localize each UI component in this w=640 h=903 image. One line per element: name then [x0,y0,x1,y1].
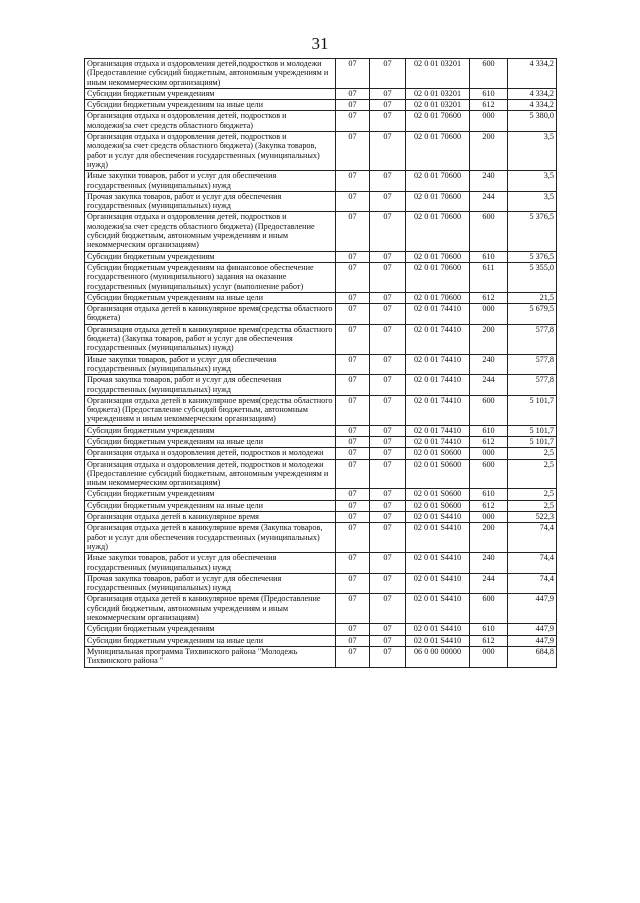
row-name-cell: Субсидии бюджетным учреждениям на иные цели [85,500,336,511]
row-expense-type-cell: 610 [470,624,508,635]
row-expense-type-cell: 244 [470,375,508,396]
row-target-article-cell: 02 0 01 03201 [406,59,470,89]
page-number: 31 [311,34,329,53]
row-target-article-cell: 02 0 01 S4410 [406,635,470,646]
table-row [85,59,557,89]
table-row [85,262,557,292]
row-amount-cell: 577,8 [508,354,557,375]
row-target-article-cell: 06 0 00 00000 [406,646,470,667]
row-subsection-cell: 07 [370,573,406,594]
table-row [85,448,557,459]
row-section-cell: 07 [336,191,370,212]
row-name-cell: Субсидии бюджетным учреждениям на иные цели [85,635,336,646]
row-name-cell: Организация отдыха детей в каникулярное время (Закупка товаров, работ и услуг для обеспечения государственных (муниципальных) нужд) [85,523,336,553]
row-name-cell: Субсидии бюджетным учреждениям [85,251,336,262]
row-section-cell: 07 [336,646,370,667]
row-target-article-cell: 02 0 01 70600 [406,292,470,303]
row-amount-cell: 447,9 [508,624,557,635]
row-name-cell: Организация отдыха и оздоровления детей, подростков и молодежи (Предоставление субсидий бюджетным, автономным учреждениям и иным некоммерческим организациям) [85,459,336,489]
row-target-article-cell: 02 0 01 70600 [406,111,470,132]
row-amount-cell: 5 380,0 [508,111,557,132]
row-expense-type-cell: 610 [470,425,508,436]
row-expense-type-cell: 600 [470,594,508,624]
row-amount-cell: 684,8 [508,646,557,667]
table-row [85,646,557,667]
row-subsection-cell: 07 [370,489,406,500]
row-target-article-cell: 02 0 01 70600 [406,251,470,262]
row-target-article-cell: 02 0 01 70600 [406,212,470,251]
row-amount-cell: 5 101,7 [508,395,557,425]
row-name-cell: Иные закупки товаров, работ и услуг для обеспечения государственных (муниципальных) нужд [85,354,336,375]
row-subsection-cell: 07 [370,459,406,489]
row-section-cell: 07 [336,375,370,396]
row-section-cell: 07 [336,635,370,646]
row-subsection-cell: 07 [370,523,406,553]
row-name-cell: Субсидии бюджетным учреждениям на иные цели [85,292,336,303]
row-expense-type-cell: 200 [470,324,508,354]
row-name-cell: Иные закупки товаров, работ и услуг для обеспечения государственных (муниципальных) нужд [85,171,336,192]
row-subsection-cell: 07 [370,212,406,251]
row-amount-cell: 447,9 [508,635,557,646]
row-name-cell: Субсидии бюджетным учреждениям на иные цели [85,100,336,111]
row-section-cell: 07 [336,553,370,574]
row-amount-cell: 2,5 [508,500,557,511]
row-amount-cell: 5 355,0 [508,262,557,292]
row-expense-type-cell: 612 [470,100,508,111]
table-row [85,425,557,436]
row-subsection-cell: 07 [370,292,406,303]
row-target-article-cell: 02 0 01 S4410 [406,594,470,624]
row-expense-type-cell: 000 [470,512,508,523]
row-subsection-cell: 07 [370,132,406,171]
row-name-cell: Прочая закупка товаров, работ и услуг для обеспечения государственных (муниципальных) нужд [85,191,336,212]
row-expense-type-cell: 240 [470,553,508,574]
row-target-article-cell: 02 0 01 74410 [406,304,470,325]
row-amount-cell: 2,5 [508,489,557,500]
row-subsection-cell: 07 [370,646,406,667]
row-subsection-cell: 07 [370,594,406,624]
row-section-cell: 07 [336,500,370,511]
row-subsection-cell: 07 [370,375,406,396]
row-expense-type-cell: 000 [470,111,508,132]
row-amount-cell: 2,5 [508,448,557,459]
table-row [85,500,557,511]
row-amount-cell: 5 679,5 [508,304,557,325]
row-section-cell: 07 [336,59,370,89]
row-name-cell: Субсидии бюджетным учреждениям на иные цели [85,436,336,447]
row-expense-type-cell: 200 [470,523,508,553]
row-target-article-cell: 02 0 01 74410 [406,425,470,436]
row-target-article-cell: 02 0 01 S4410 [406,523,470,553]
row-section-cell: 07 [336,132,370,171]
row-subsection-cell: 07 [370,624,406,635]
row-expense-type-cell: 610 [470,251,508,262]
row-name-cell: Организация отдыха и оздоровления детей,подростков и молодежи (Предоставление субсидий бюджетным, автономным учреждениям и иным некоммерческим организациям) [85,59,336,89]
row-expense-type-cell: 612 [470,292,508,303]
row-name-cell: Прочая закупка товаров, работ и услуг для обеспечения государственных (муниципальных) нужд [85,375,336,396]
row-subsection-cell: 07 [370,324,406,354]
row-section-cell: 07 [336,523,370,553]
row-name-cell: Субсидии бюджетным учреждениям [85,489,336,500]
row-expense-type-cell: 244 [470,191,508,212]
row-expense-type-cell: 612 [470,500,508,511]
row-subsection-cell: 07 [370,425,406,436]
row-target-article-cell: 02 0 01 70600 [406,191,470,212]
row-section-cell: 07 [336,459,370,489]
row-subsection-cell: 07 [370,262,406,292]
row-target-article-cell: 02 0 01 03201 [406,88,470,99]
row-target-article-cell: 02 0 01 S4410 [406,512,470,523]
row-section-cell: 07 [336,304,370,325]
table-row [85,573,557,594]
table-row [85,553,557,574]
row-subsection-cell: 07 [370,304,406,325]
row-target-article-cell: 02 0 01 74410 [406,354,470,375]
row-target-article-cell: 02 0 01 70600 [406,262,470,292]
row-subsection-cell: 07 [370,448,406,459]
row-subsection-cell: 07 [370,395,406,425]
table-row [85,304,557,325]
table-row [85,459,557,489]
row-amount-cell: 74,4 [508,553,557,574]
row-expense-type-cell: 600 [470,59,508,89]
table-row [85,354,557,375]
row-expense-type-cell: 611 [470,262,508,292]
table-row [85,191,557,212]
row-amount-cell: 74,4 [508,523,557,553]
row-target-article-cell: 02 0 01 74410 [406,375,470,396]
row-section-cell: 07 [336,111,370,132]
row-subsection-cell: 07 [370,354,406,375]
row-section-cell: 07 [336,395,370,425]
table-row [85,132,557,171]
row-amount-cell: 3,5 [508,171,557,192]
row-expense-type-cell: 600 [470,395,508,425]
row-expense-type-cell: 610 [470,88,508,99]
row-amount-cell: 4 334,2 [508,88,557,99]
row-amount-cell: 2,5 [508,459,557,489]
row-amount-cell: 74,4 [508,573,557,594]
row-expense-type-cell: 240 [470,171,508,192]
row-section-cell: 07 [336,594,370,624]
table-row [85,395,557,425]
row-section-cell: 07 [336,171,370,192]
row-name-cell: Организация отдыха и оздоровления детей, подростков и молодежи(за счет средств областного бюджета) [85,111,336,132]
row-section-cell: 07 [336,212,370,251]
row-subsection-cell: 07 [370,100,406,111]
table-row [85,292,557,303]
row-amount-cell: 5 376,5 [508,251,557,262]
row-section-cell: 07 [336,354,370,375]
row-amount-cell: 3,5 [508,191,557,212]
row-section-cell: 07 [336,292,370,303]
row-subsection-cell: 07 [370,88,406,99]
row-target-article-cell: 02 0 01 S0600 [406,459,470,489]
table-row [85,624,557,635]
table-row [85,324,557,354]
row-amount-cell: 577,8 [508,375,557,396]
row-name-cell: Организация отдыха детей в каникулярное время(средства областного бюджета) [85,304,336,325]
row-amount-cell: 3,5 [508,132,557,171]
row-target-article-cell: 02 0 01 S0600 [406,500,470,511]
row-expense-type-cell: 612 [470,635,508,646]
row-section-cell: 07 [336,436,370,447]
row-subsection-cell: 07 [370,512,406,523]
row-name-cell: Муниципальная программа Тихвинского района "Молодежь Тихвинского района " [85,646,336,667]
row-name-cell: Субсидии бюджетным учреждениям [85,425,336,436]
row-section-cell: 07 [336,425,370,436]
row-amount-cell: 5 101,7 [508,425,557,436]
table-row [85,111,557,132]
row-subsection-cell: 07 [370,436,406,447]
row-expense-type-cell: 610 [470,489,508,500]
row-section-cell: 07 [336,573,370,594]
row-name-cell: Иные закупки товаров, работ и услуг для обеспечения государственных (муниципальных) нужд [85,553,336,574]
row-subsection-cell: 07 [370,171,406,192]
row-target-article-cell: 02 0 01 S4410 [406,553,470,574]
row-section-cell: 07 [336,251,370,262]
row-target-article-cell: 02 0 01 S0600 [406,448,470,459]
row-amount-cell: 5 101,7 [508,436,557,447]
budget-table [84,58,557,668]
row-section-cell: 07 [336,489,370,500]
row-expense-type-cell: 612 [470,436,508,447]
row-name-cell: Организация отдыха детей в каникулярное время [85,512,336,523]
row-amount-cell: 522,3 [508,512,557,523]
row-amount-cell: 5 376,5 [508,212,557,251]
table-row [85,523,557,553]
row-expense-type-cell: 000 [470,646,508,667]
row-target-article-cell: 02 0 01 74410 [406,395,470,425]
row-subsection-cell: 07 [370,191,406,212]
row-expense-type-cell: 000 [470,448,508,459]
row-section-cell: 07 [336,262,370,292]
row-expense-type-cell: 600 [470,212,508,251]
row-subsection-cell: 07 [370,635,406,646]
budget-table-body [85,59,557,668]
row-target-article-cell: 02 0 01 03201 [406,100,470,111]
row-amount-cell: 4 334,2 [508,100,557,111]
row-amount-cell: 4 334,2 [508,59,557,89]
table-row [85,594,557,624]
row-subsection-cell: 07 [370,553,406,574]
row-expense-type-cell: 240 [470,354,508,375]
row-target-article-cell: 02 0 01 70600 [406,132,470,171]
row-expense-type-cell: 244 [470,573,508,594]
row-amount-cell: 447,9 [508,594,557,624]
row-section-cell: 07 [336,88,370,99]
row-amount-cell: 21,5 [508,292,557,303]
row-expense-type-cell: 600 [470,459,508,489]
table-row [85,436,557,447]
row-amount-cell: 577,8 [508,324,557,354]
row-target-article-cell: 02 0 01 74410 [406,324,470,354]
row-name-cell: Субсидии бюджетным учреждениям [85,624,336,635]
row-section-cell: 07 [336,100,370,111]
row-target-article-cell: 02 0 01 S4410 [406,624,470,635]
row-name-cell: Организация отдыха и оздоровления детей, подростков и молодежи(за счет средств областного бюджета) (Закупка товаров, работ и услуг для обеспечения государственных (муниципальных) нужд) [85,132,336,171]
row-subsection-cell: 07 [370,500,406,511]
row-target-article-cell: 02 0 01 70600 [406,171,470,192]
table-row [85,100,557,111]
row-expense-type-cell: 000 [470,304,508,325]
row-name-cell: Организация отдыха детей в каникулярное время(средства областного бюджета) (Предоставление субсидий бюджетным, автономным учреждениям и иным некоммерческим организациям) [85,395,336,425]
table-row [85,635,557,646]
row-expense-type-cell: 200 [470,132,508,171]
row-target-article-cell: 02 0 01 S4410 [406,573,470,594]
row-name-cell: Организация отдыха и оздоровления детей, подростков и молодежи(за счет средств областного бюджета) (Предоставление субсидий бюджетным, автономным учреждениям и иным некоммерческим организациям) [85,212,336,251]
table-row [85,212,557,251]
table-row [85,251,557,262]
row-name-cell: Организация отдыха детей в каникулярное время (Предоставление субсидий бюджетным, автономным учреждениям и иным некоммерческим организациям) [85,594,336,624]
row-section-cell: 07 [336,448,370,459]
row-name-cell: Субсидии бюджетным учреждениям на финансовое обеспечение государственного (муниципального) задания на оказание государственных (муниципальных) услуг (выполнение работ) [85,262,336,292]
row-subsection-cell: 07 [370,59,406,89]
row-target-article-cell: 02 0 01 74410 [406,436,470,447]
table-row [85,375,557,396]
row-section-cell: 07 [336,324,370,354]
table-row [85,88,557,99]
table-row [85,512,557,523]
row-subsection-cell: 07 [370,111,406,132]
row-section-cell: 07 [336,624,370,635]
table-row [85,489,557,500]
row-name-cell: Прочая закупка товаров, работ и услуг для обеспечения государственных (муниципальных) нужд [85,573,336,594]
row-name-cell: Организация отдыха и оздоровления детей, подростков и молодежи [85,448,336,459]
row-section-cell: 07 [336,512,370,523]
row-subsection-cell: 07 [370,251,406,262]
row-name-cell: Субсидии бюджетным учреждениям [85,88,336,99]
row-name-cell: Организация отдыха детей в каникулярное время(средства областного бюджета) (Закупка товаров, работ и услуг для обеспечения государственных (муниципальных) нужд) [85,324,336,354]
table-row [85,171,557,192]
row-target-article-cell: 02 0 01 S0600 [406,489,470,500]
